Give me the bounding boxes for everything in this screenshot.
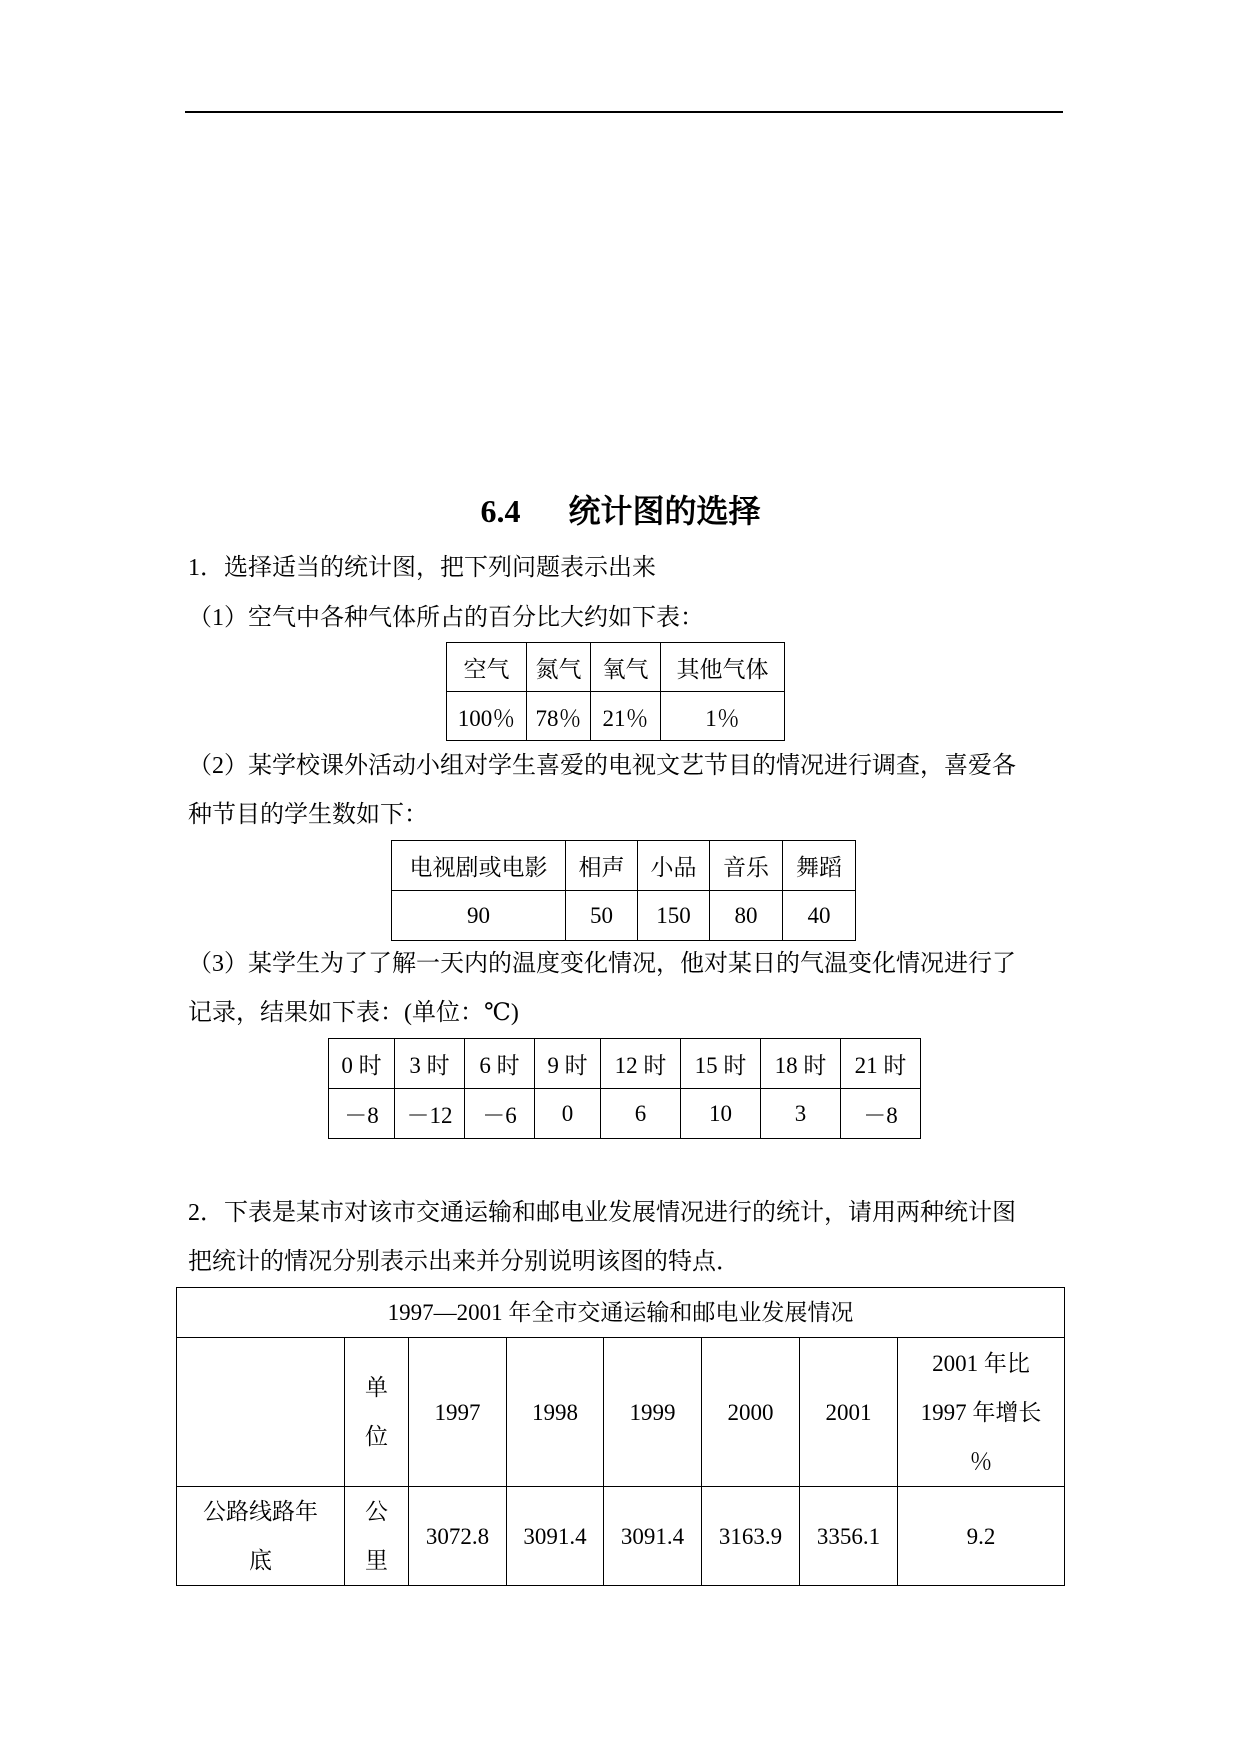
year-header-cell: 1997 (409, 1338, 507, 1487)
row-name-line: 公路线路年 (203, 1499, 318, 1524)
table-cell: 3 (761, 1089, 841, 1139)
table-header-cell: 12 时 (601, 1039, 681, 1089)
table-cell: 10 (681, 1089, 761, 1139)
table-row (329, 1039, 921, 1089)
question-1-part-1: （1）空气中各种气体所占的百分比大约如下表： (188, 605, 704, 631)
title-text: 统计图的选择 (568, 493, 761, 529)
table-header-cell: 氮气 (527, 643, 591, 692)
question-1-part-3-line-2: 记录，结果如下表：(单位：℃) (188, 1000, 519, 1026)
table-header-cell: 0 时 (329, 1039, 395, 1089)
row-name-line: 底 (249, 1548, 272, 1573)
year-header-cell: 2001 (800, 1338, 898, 1487)
table-header-cell: 3 时 (395, 1039, 465, 1089)
year-header-cell: 1999 (604, 1338, 702, 1487)
table-cell: 100％ (447, 692, 527, 741)
table-cell: 150 (638, 891, 710, 941)
table-cell: －6 (465, 1089, 535, 1139)
table-cell: 3091.4 (604, 1487, 702, 1586)
table-cell: 80 (710, 891, 783, 941)
table-cell: －12 (395, 1089, 465, 1139)
transport-statistics-table (176, 1287, 1065, 1586)
table-cell: 1％ (661, 692, 785, 741)
row-name-cell (177, 1487, 345, 1586)
page-title (0, 486, 1241, 532)
tv-program-table (391, 840, 856, 941)
table-header-cell: 相声 (566, 841, 638, 891)
table-row (329, 1089, 921, 1139)
row-unit-line: 里 (365, 1548, 388, 1573)
table-header-cell: 音乐 (710, 841, 783, 891)
unit-header-line: 位 (365, 1424, 388, 1449)
table-cell: 21％ (591, 692, 661, 741)
table-header-cell: 空气 (447, 643, 527, 692)
title-number: 6.4 (480, 493, 521, 529)
table-header-cell: 小品 (638, 841, 710, 891)
year-header-cell: 1998 (507, 1338, 604, 1487)
table-caption: 1997—2001 年全市交通运输和邮电业发展情况 (177, 1288, 1065, 1338)
table-row (447, 692, 785, 741)
table-header-cell: 21 时 (841, 1039, 921, 1089)
table-cell: 40 (783, 891, 856, 941)
table-header-cell: 电视剧或电影 (392, 841, 566, 891)
unit-header-cell (345, 1338, 409, 1487)
table-row (177, 1487, 1065, 1586)
table-cell: －8 (841, 1089, 921, 1139)
question-2-line-1: 2．下表是某市对该市交通运输和邮电业发展情况进行的统计，请用两种统计图 (188, 1200, 1016, 1226)
table-cell: 50 (566, 891, 638, 941)
question-1-part-2-line-1: （2）某学校课外活动小组对学生喜爱的电视文艺节目的情况进行调查，喜爱各 (188, 753, 1016, 779)
table-cell: 90 (392, 891, 566, 941)
unit-header-line: 单 (365, 1375, 388, 1400)
table-cell: 6 (601, 1089, 681, 1139)
table-header-cell: 氧气 (591, 643, 661, 692)
growth-header-cell (898, 1338, 1065, 1487)
table-header-cell: 9 时 (535, 1039, 601, 1089)
growth-header-line: ％ (969, 1448, 993, 1474)
table-row (392, 841, 856, 891)
temperature-table (328, 1038, 921, 1139)
table-header-cell: 15 时 (681, 1039, 761, 1089)
header-rule (185, 111, 1063, 113)
growth-header-line: 2001 年比 (932, 1350, 1030, 1376)
gas-percentage-table (446, 642, 785, 741)
table-cell: 78％ (527, 692, 591, 741)
table-cell: 3072.8 (409, 1487, 507, 1586)
table-cell: 3356.1 (800, 1487, 898, 1586)
growth-cell: 9.2 (898, 1487, 1065, 1586)
growth-header-line: 1997 年增长 (920, 1399, 1042, 1425)
table-row (392, 891, 856, 941)
table-cell: 3163.9 (702, 1487, 800, 1586)
row-unit-cell (345, 1487, 409, 1586)
row-unit-line: 公 (365, 1499, 388, 1524)
table-header-cell: 18 时 (761, 1039, 841, 1089)
table-cell: 0 (535, 1089, 601, 1139)
table-row (177, 1338, 1065, 1487)
question-1-part-3-line-1: （3）某学生为了了解一天内的温度变化情况，他对某日的气温变化情况进行了 (188, 951, 1016, 977)
question-1-heading: 1．选择适当的统计图，把下列问题表示出来 (188, 555, 656, 581)
question-1-part-2-line-2: 种节目的学生数如下： (188, 802, 428, 828)
table-cell: －8 (329, 1089, 395, 1139)
table-header-cell: 6 时 (465, 1039, 535, 1089)
table-cell: 3091.4 (507, 1487, 604, 1586)
table-row (447, 643, 785, 692)
table-header-cell: 其他气体 (661, 643, 785, 692)
year-header-cell: 2000 (702, 1338, 800, 1487)
table-header-cell: 舞蹈 (783, 841, 856, 891)
table-row (177, 1288, 1065, 1338)
question-2-line-2: 把统计的情况分别表示出来并分别说明该图的特点． (188, 1249, 740, 1275)
table-header-cell (177, 1338, 345, 1487)
